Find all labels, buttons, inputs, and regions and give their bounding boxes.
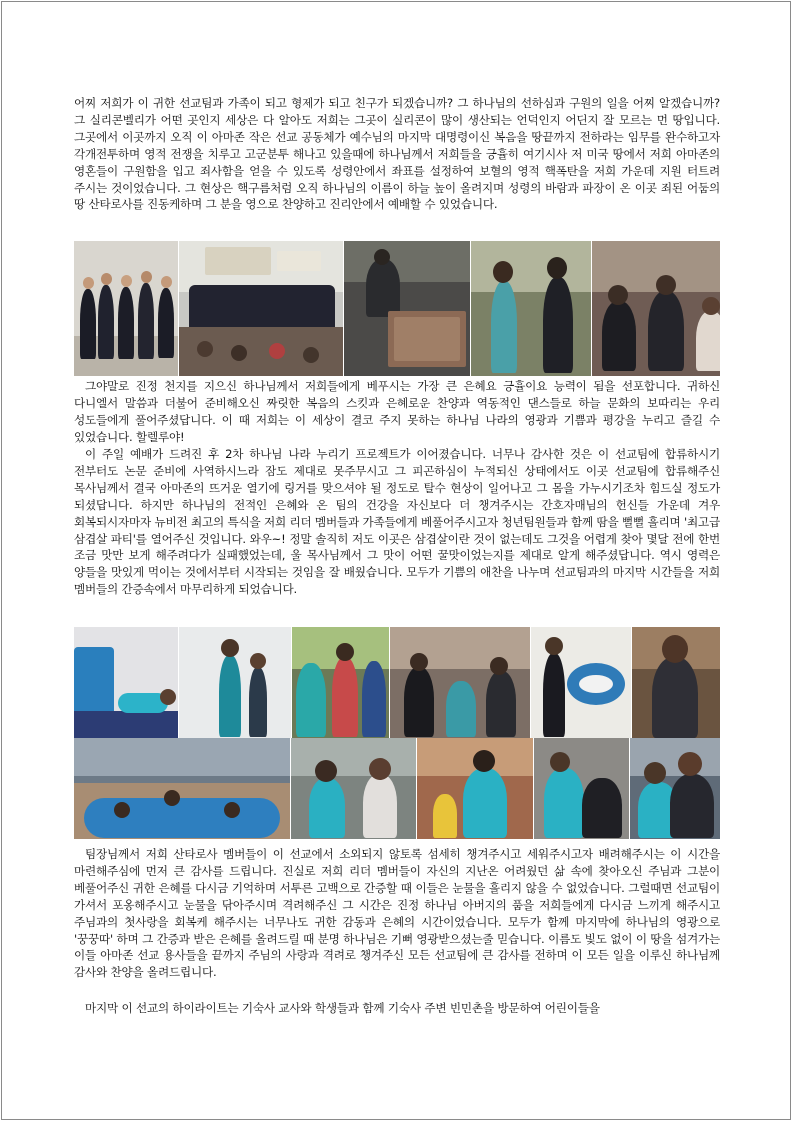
photo-strip-fellowship-bottom [74, 738, 720, 839]
photo-speaker-banner [531, 627, 631, 738]
photo-children-indoor [390, 627, 530, 738]
paragraph-4: 팀장님께서 저희 산타로사 멤버들이 이 선교에서 소외되지 않토록 섬세히 챙겨주시고 세워주시고자 배려해주시는 이 시간을 마련해주심에 먼저 큰 감사를 드립니다. 진실로 저희 리더 멤버들이 자신의 지난온 어려웠던 삶 속에 찾아오신 주님과 그분이 베풀어주신 귀한 은혜를 다시금 기억하며 서투른 고백으로 간증할 때 이들은 눈물을 흘리지 않을 수 없었습니다. 그럴때면 선교팀이 가셔서 포옹해주시고 눈물을 닦아주시며 격려해주신 그 시간은 진정 하나님 아버지의 품을 저희들에게 다시금 느끼게 해주시고 주님과의 첫사랑을 회복케 해주시는 너무나도 귀한 감동과 은혜의 시간이었습니다. 모두가 함께 마지막에 하나님의 영광으로 '꿍꿍따' 하며 그 간증과 받은 은혜를 올려드릴 때 분명 하나님은 기뻐 영광받으셨는줄 믿습니다. 이름도 빛도 없이 이 땅을 섬겨가는 이들 아마존 선교 용사들을 끝까지 주님의 사랑과 격려로 챙겨주신 모든 선교팀에 큰 감사를 전하며 이 모든 일을 이루신 하나님께 감사와 찬양을 올려드립니다. [74, 847, 720, 980]
photo-strip-fellowship-top [74, 627, 720, 738]
photo-circle-gathering [74, 738, 290, 839]
paragraph-5: 마지막 이 선교의 하이라이트는 기숙사 교사와 학생들과 함께 기숙사 주변 빈민촌을 방문하여 어린이들을 [85, 1001, 600, 1015]
photo-speaker [179, 627, 291, 738]
photo-member-portrait [632, 627, 720, 738]
paragraph-3: 이 주일 예배가 드려진 후 2차 하나님 나라 누리기 프로젝트가 이어졌습니다. 너무나 감사한 것은 이 선교팀에 합류하시기 전부터도 논문 준비에 사역하시느라 잠도 제대로 못주무시고 그 피곤하심이 누적되신 상태에서도 이곳 선교팀에 합류해주신 목사님께서 결국 아마존의 뜨거운 열기에 링거를 맞으셔야 될 정도로 탈수 현상이 일어나고 그 몸을 가누시기조차 힘드실 정도가 되셨답니다. 하지만 하나님의 전적인 은혜와 온 팀의 건강을 자신보다 더 챙겨주시는 간호자매님의 헌신들 가운데 겨우 회복되시자마자 뉴비전 최고의 특식을 저희 리더 멤버들과 가족들에게 베풀어주시고자 청년팀원들과 함께 땀을 뻘뻘 흘리며 '최고급 삼겹살 파티'를 열어주신 것입니다. 와우~! 정말 솔직히 저도 이곳은 삼겹살이란 것이 없는데도 그것을 어렵게 찾아 몇달 전에 한번 조금 맛만 보게 해주려다가 실패했었는데, 울 목사님께서 그 맛이 어떤 꿀맛이었는지를 제대로 알게 해주셨답니다. 역시 영력은 양들을 맛있게 먹이는 것에서부터 시작되는 것임을 잘 배웠습니다. 모두가 기쁨의 애찬을 나누며 선교팀과의 마지막 시간들을 저희 멤버들의 간증속에서 마무리하게 되었습니다. [74, 447, 720, 597]
photo-barbecue [344, 241, 470, 376]
photo-outdoor-group [292, 627, 389, 738]
photo-lying-mat [74, 627, 178, 738]
photo-prayer [592, 241, 720, 376]
photo-hug [534, 738, 629, 839]
photo-smiling-members [630, 738, 720, 839]
photo-team-stage [179, 241, 343, 376]
photo-strip-worship [74, 241, 720, 376]
photo-member-dancing [471, 241, 591, 376]
paragraph-2: 그야말로 진정 천지를 지으신 하나님께서 저희들에게 베푸시는 가장 큰 은혜요 긍휼이요 능력이 됨을 선포합니다. 귀하신 다니엘서 말씀과 더불어 준비해오신 짜릿한 복음의 스킷과 은혜로운 찬양과 역동적인 댄스들로 하늘 문화의 보따리는 우리 성도들에게 풀어주셨답니다. 이 때 저희는 이 세상이 결코 주지 못하는 하나님 나라의 영광과 기쁨과 평강을 누리고 즐길 수 있었습니다. 할렐루야! [74, 379, 720, 444]
paragraph-1: 어찌 저희가 이 귀한 선교팀과 가족이 되고 형제가 되고 친구가 되겠습니까? 그 하나님의 선하심과 구원의 일을 어찌 알겠습니까? 그 실리콘벨리가 어떤 곳인지 세상은 다 알아도 저희는 그곳이 실리콘이 많이 생산되는 언덕인지 어딘지 잘 모르는 먼 땅입니다. 그곳에서 이곳까지 오직 이 아마존 작은 선교 공동체가 예수님의 마지막 대명령이신 복음을 땅끝까지 전하라는 임무를 완수하고자 각개전투하며 영적 전쟁을 치루고 고군분투 해나고 있을때에 하나님께서 저희들을 긍휼히 여기시사 저 미국 땅에서 저희 아마존의 영혼들이 구원함을 입고 죄사함을 얻을 수 있도록 성령안에서 좌표를 설정하여 보혈의 영적 핵폭탄을 저희 가운데 지원 터트려 주시는 것이었습니다. 그 현상은 핵구름처럼 오직 하나님의 이름이 하늘 높이 올려지며 성령의 바람과 파장이 온 이곳 죄된 어둠의 땅 산타로사를 진동케하며 그 분을 영으로 찬양하고 진리안에서 예배할 수 있었습니다. [74, 96, 720, 212]
photo-team-singing [74, 241, 178, 376]
photo-visit-home [291, 738, 416, 839]
photo-child-care [417, 738, 533, 839]
